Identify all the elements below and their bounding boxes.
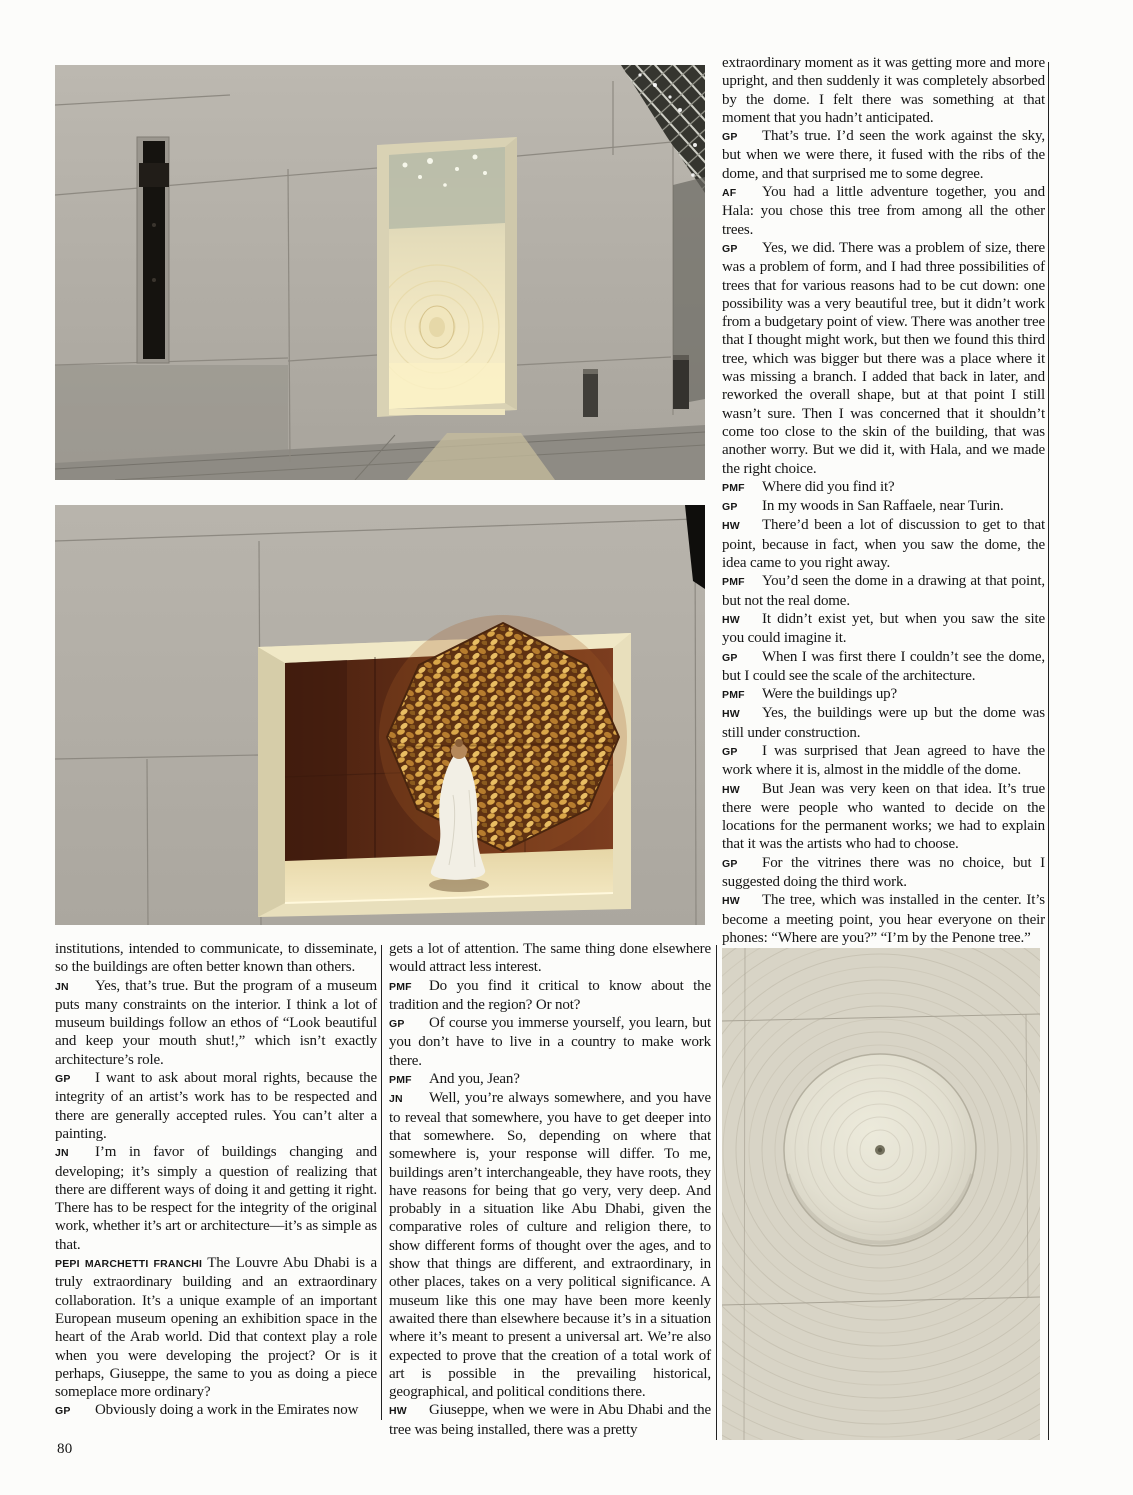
- turn-text: Where did you find it?: [762, 478, 895, 495]
- dialogue-turn: [55, 977, 377, 1069]
- dialogue-turn: [722, 127, 1045, 183]
- speaker-label: GP: [722, 857, 738, 870]
- dialogue-turn: [55, 940, 377, 977]
- dialogue-turn: [389, 1401, 711, 1439]
- turn-text: Yes, we did. There was a problem of size, there was a problem of form, and I had three possibilities of trees that for various reasons had to be cut down: one possibility was a very beautiful tree, but it didn’t work from a budgetary point of view. There was another tree that I thought might work, but then we found this third tree, which was bigger but there was a place where it was missing a branch. I added that back in later, and reworked the overall shape, but at that point I still wasn’t sure. Then I was concerned that it shouldn’t come too close to the skin of the building, that was another worry. But we did it, with Hala, and we made the right choice.: [722, 239, 1045, 477]
- turn-text: I was surprised that Jean agreed to have the work where it is, almost in the middle of the dome.: [722, 742, 1045, 779]
- speaker-label: PMF: [389, 1074, 412, 1087]
- turn-text: It didn’t exist yet, but when you saw the site you could imagine it.: [722, 610, 1045, 647]
- vitrine-photo-art: [55, 505, 705, 925]
- speaker-label: AF: [722, 187, 737, 200]
- dialogue-turn: [55, 1143, 377, 1254]
- vitrine-niche: [258, 615, 631, 917]
- photo-facade-illuminated-vitrine: [55, 65, 705, 480]
- turn-text: Were the buildings up?: [762, 686, 898, 703]
- speaker-label: GP: [722, 745, 738, 758]
- dialogue-turn: [389, 977, 711, 1015]
- turn-text: I’m in favor of buildings changing and developing; it’s simply a question of realizing that there are different ways of doing it and getting it right. There has to be respect for the integrity of the original work, whether it’s art or architecture—it’s as simple as that.: [55, 1144, 377, 1253]
- dialogue-turn: [389, 1014, 711, 1070]
- dialogue-turn: [722, 704, 1045, 742]
- photo-concentric-stone-relief: [722, 948, 1040, 1440]
- turn-text: You’d seen the dome in a drawing at that point, but not the real dome.: [722, 573, 1045, 609]
- dome-relief: [784, 1054, 976, 1246]
- turn-text: But Jean was very keen on that idea. It’s true there were people who wanted to decide on the locations for the permanent works; we had to explain that it was the artists who had to choose.: [722, 780, 1045, 853]
- turn-text: I want to ask about moral rights, because the integrity of an artist’s work has to be respected and there are generally accepted rules. You can’t alter a painting.: [55, 1070, 377, 1142]
- illuminated-doorway: [375, 137, 517, 417]
- speaker-label: GP: [55, 1405, 71, 1418]
- dialogue-turn: [722, 854, 1045, 892]
- interview-column-right: [722, 54, 1045, 947]
- speaker-label: HW: [722, 613, 740, 626]
- speaker-label: GP: [722, 501, 738, 514]
- speaker-label: JN: [55, 980, 69, 993]
- turn-text: Yes, that’s true. But the program of a museum puts many constraints on the interior. I think a lot of museum buildings follow an ethos of “Look beautiful and keep your mouth shut!,” which isn’t exactly architecture’s role.: [55, 977, 377, 1068]
- dialogue-turn: [722, 891, 1045, 947]
- interview-column-middle: [389, 940, 711, 1439]
- dialogue-turn: [722, 685, 1045, 704]
- column-divider-middle: [716, 945, 717, 1440]
- column-divider-right: [1048, 62, 1049, 1440]
- page-number: 80: [57, 1441, 73, 1457]
- speaker-label-full: PEPI MARCHETTI FRANCHI: [55, 1258, 203, 1271]
- turn-text: Of course you immerse yourself, you learn, but you don’t have to live in a country to make work there.: [389, 1015, 711, 1069]
- speaker-label: HW: [722, 520, 740, 533]
- speaker-label: HW: [722, 783, 740, 796]
- dialogue-turn: [722, 572, 1045, 610]
- turn-text: That’s true. I’d seen the work against the sky, but when we were there, it fused with the ribs of the dome, and that surprised me to some degree.: [722, 128, 1045, 182]
- speaker-label: GP: [55, 1073, 71, 1086]
- turn-text: Well, you’re always somewhere, and you have to reveal that somewhere, you have to get deeper into that somewhere. So, depending on where that somewhere is, your response will differ. To me, buildings aren’t interchangeable, they have roots, they have reasons for being that go very, very deep. And probably in a situation like Abu Dhabi, given the comparative roles of culture and religion there, to show different forms of thought over the ages, and to show that things are different, and extraordinary, in other places, takes on a very political significance. A museum like this one may have been more keenly awaited there than elsewhere because it’s in a situation where it’s meant to present a universal art. We’re also expected to prove that the creation of a total work of art is possible in the prevailing historical, geographical, and political conditions there.: [389, 1090, 711, 1401]
- dialogue-turn: [722, 648, 1045, 686]
- dialogue-turn: [722, 54, 1045, 127]
- interview-column-left: [55, 940, 377, 1421]
- speaker-label: PMF: [389, 980, 412, 993]
- photo-vitrine-gold-leaf-artwork: [55, 505, 705, 925]
- dialogue-turn: [722, 183, 1045, 239]
- turn-text: gets a lot of attention. The same thing done elsewhere would attract less interest.: [389, 941, 711, 976]
- dialogue-turn: [55, 1254, 377, 1401]
- speaker-label: PMF: [722, 689, 745, 702]
- turn-text: institutions, intended to communicate, to disseminate, so the buildings are often better known than others.: [55, 941, 377, 976]
- dialogue-turn: [722, 497, 1045, 516]
- speaker-label: PMF: [722, 481, 745, 494]
- speaker-label: JN: [55, 1147, 69, 1160]
- dialogue-turn: [722, 478, 1045, 497]
- speaker-label: HW: [722, 708, 740, 721]
- facade-photo-art: [55, 65, 705, 480]
- dialogue-turn: [55, 1069, 377, 1143]
- turn-text: Giuseppe, when we were in Abu Dhabi and the tree was being installed, there was a pretty: [389, 1402, 711, 1438]
- turn-text: extraordinary moment as it was getting more and more upright, and then suddenly it was completely absorbed by the dome. I felt there was something at that moment that you hadn’t anticipated.: [722, 55, 1045, 126]
- relief-photo-art: [722, 948, 1040, 1440]
- dialogue-turn: [389, 1070, 711, 1089]
- speaker-label: GP: [722, 242, 738, 255]
- turn-text: You had a little adventure together, you and Hala: you chose this tree from among all the other trees.: [722, 184, 1045, 238]
- turn-text: The Louvre Abu Dhabi is a truly extraordinary building and an extraordinary collaboration. It’s a unique example of an important European museum opening an exhibition space in the heart of the Arab world. Did that context play a role when you were developing the project? Or is it perhaps, Giuseppe, the same to you as doing a piece someplace more ordinary?: [55, 1255, 378, 1401]
- dialogue-turn: [722, 742, 1045, 780]
- turn-text: The tree, which was installed in the center. It’s become a meeting point, you hear everyone on their phones: “Where are you?” “I’m by the Penone tree.”: [722, 892, 1045, 946]
- speaker-label: GP: [722, 131, 738, 144]
- dialogue-turn: [722, 610, 1045, 648]
- turn-text: There’d been a lot of discussion to get to that point, because in fact, when you saw the dome, the idea came to you right away.: [722, 517, 1045, 572]
- dialogue-turn: [389, 940, 711, 977]
- turn-text: Obviously doing a work in the Emirates now: [95, 1402, 359, 1419]
- drainpipe: [137, 137, 169, 363]
- dialogue-turn: [722, 780, 1045, 854]
- turn-text: For the vitrines there was no choice, but I suggested doing the third work.: [722, 854, 1045, 891]
- dialogue-turn: [722, 516, 1045, 572]
- turn-text: Yes, the buildings were up but the dome was still under construction.: [722, 705, 1045, 741]
- column-divider-left: [381, 945, 382, 1420]
- speaker-label: HW: [389, 1405, 407, 1418]
- dialogue-turn: [55, 1401, 377, 1420]
- speaker-label: PMF: [722, 576, 745, 589]
- speaker-label: GP: [389, 1018, 405, 1031]
- turn-text: When I was first there I couldn’t see the dome, but I could see the scale of the architecture.: [722, 648, 1045, 684]
- speaker-label: HW: [722, 895, 740, 908]
- dialogue-turn: [722, 239, 1045, 478]
- speaker-label: GP: [722, 651, 738, 664]
- turn-text: Do you find it critical to know about the tradition and the region? Or not?: [389, 977, 711, 1013]
- dialogue-turn: [389, 1089, 711, 1401]
- turn-text: And you, Jean?: [429, 1071, 520, 1088]
- turn-text: In my woods in San Raffaele, near Turin.: [762, 498, 1004, 515]
- speaker-label: JN: [389, 1093, 403, 1106]
